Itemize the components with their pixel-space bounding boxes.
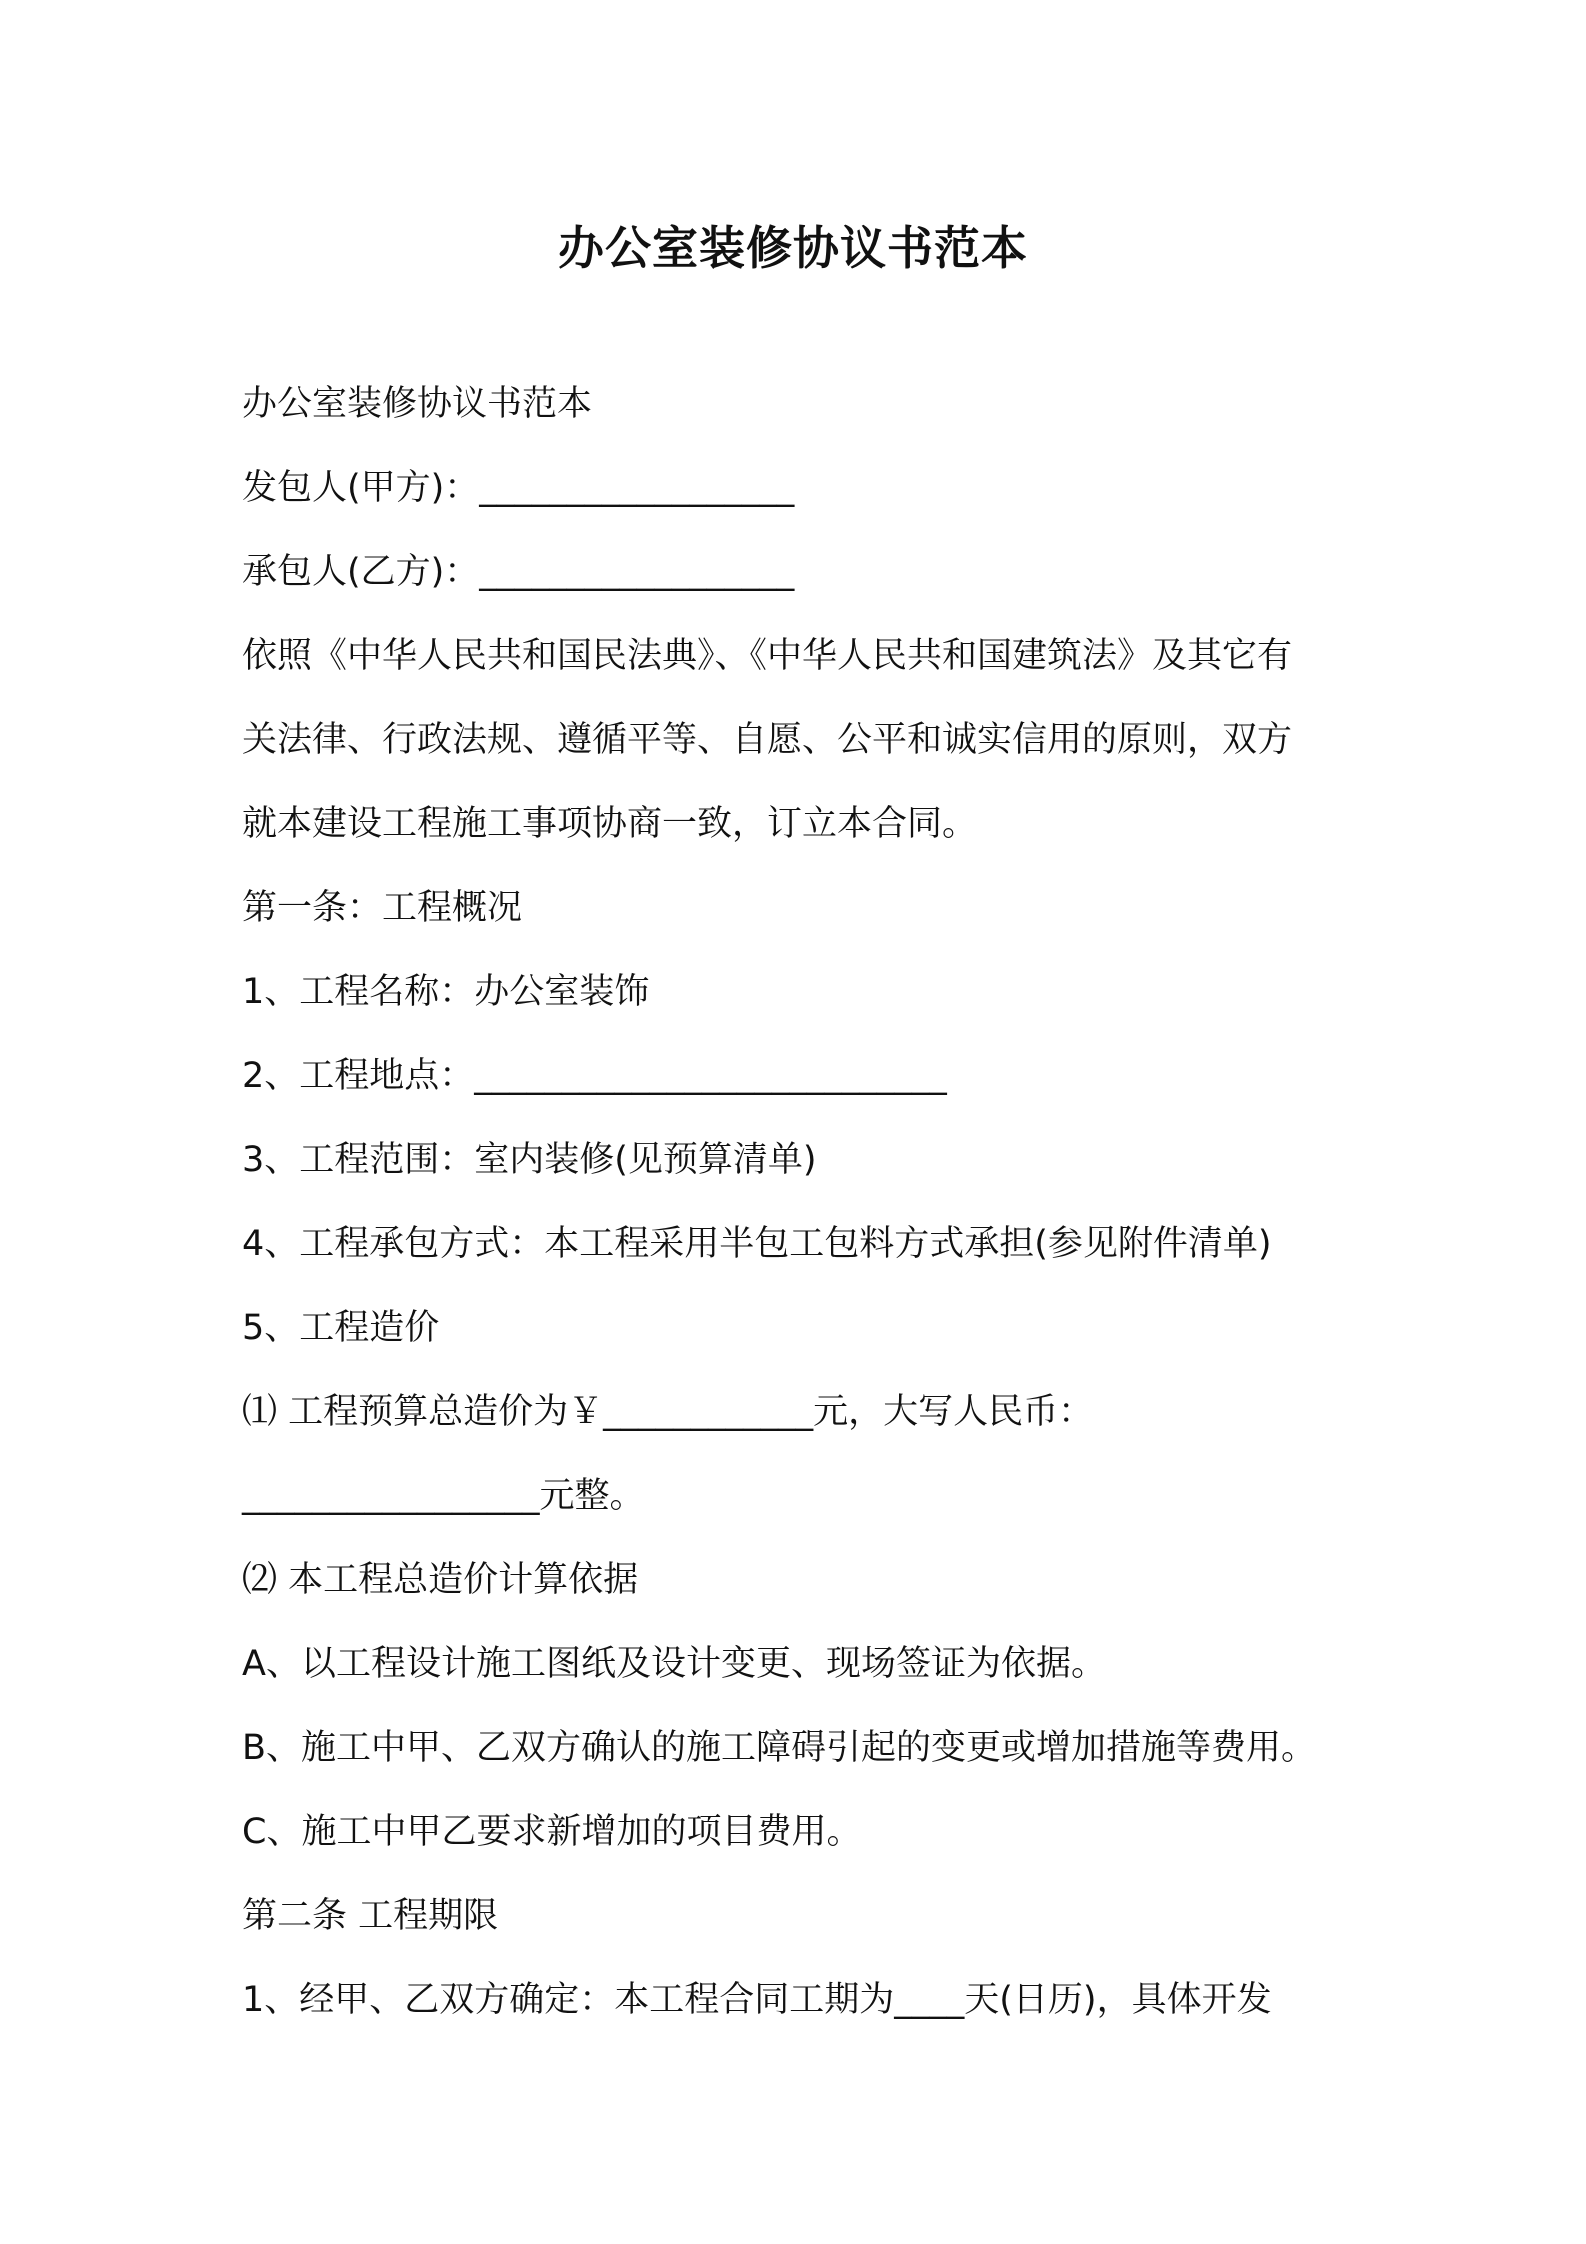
article-two-heading: 第二条 工程期限 (242, 1896, 499, 1936)
project-cost-heading: 5、工程造价 (242, 1308, 440, 1348)
cost-basis-a: A、以工程设计施工图纸及设计变更、现场签证为依据。 (242, 1644, 1106, 1684)
budget-amount-continuation: _________________元整。 (242, 1476, 645, 1516)
preamble-line-1: 依照《中华人民共和国民法典》、《中华人民共和国建筑法》及其它有 (242, 636, 1293, 676)
document-subtitle-line: 办公室装修协议书范本 (242, 384, 593, 424)
budget-cost-line: ⑴ 工程预算总造价为￥____________元，大写人民币： (242, 1392, 1094, 1432)
duration-line: 1、经甲、乙双方确定：本工程合同工期为____天(日历)，具体开发 (242, 1980, 1272, 2020)
document-title: 办公室装修协议书范本 (558, 221, 1028, 275)
document-body (242, 362, 1362, 2042)
preamble-line-2: 关法律、行政法规、遵循平等、自愿、公平和诚实信用的原则，双方 (242, 720, 1293, 760)
party-a-line: 发包人(甲方)：__________________ (242, 468, 795, 508)
article-one-heading: 第一条：工程概况 (242, 888, 523, 928)
cost-basis-b: B、施工中甲、乙双方确认的施工障碍引起的变更或增加措施等费用。 (242, 1728, 1317, 1768)
project-location-line: 2、工程地点：___________________________ (242, 1056, 947, 1096)
contract-method-line: 4、工程承包方式：本工程采用半包工包料方式承担(参见附件清单) (242, 1224, 1272, 1264)
preamble-line-3: 就本建设工程施工事项协商一致，订立本合同。 (242, 804, 978, 844)
party-b-line: 承包人(乙方)：__________________ (242, 552, 795, 592)
cost-basis-heading: ⑵ 本工程总造价计算依据 (242, 1560, 639, 1600)
cost-basis-c: C、施工中甲乙要求新增加的项目费用。 (242, 1812, 862, 1852)
project-scope-line: 3、工程范围：室内装修(见预算清单) (242, 1140, 817, 1180)
project-name-line: 1、工程名称：办公室装饰 (242, 972, 650, 1012)
